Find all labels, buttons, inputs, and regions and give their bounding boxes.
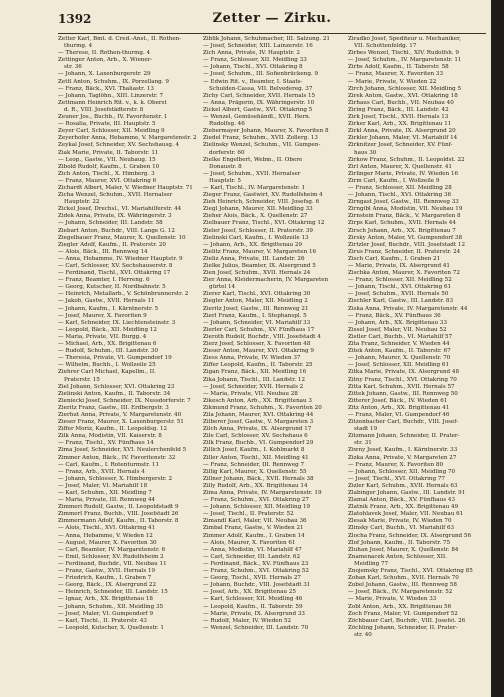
directory-entry: — Ignaz, Arb., XX. Brigittenau 18: [58, 596, 153, 603]
directory-entry: — Therese, II. Rothen-thurmg. 4: [58, 50, 151, 57]
directory-entry: Ziegelbauer Franz, Maurer, X. Quellenstr. 10: [58, 234, 186, 241]
directory-entry: Zima Josef, Schneider, XVI. Neulerchenfeld 5: [58, 447, 187, 454]
directory-entry: Zitek Anton, Kaufm., II. Taborstr. 67: [348, 348, 451, 355]
directory-entry: Zierler Carl, Schuhm., XV. Fünfhaus 17: [203, 326, 315, 333]
directory-entry: — Heinrich, Metallarb., V. Schönbrunnerstr. 2: [58, 291, 189, 298]
directory-entry: Zichardt Albert, Maler, V. Wiedner Hauptstr. 71: [58, 184, 193, 191]
directory-entry: — Franz, Beamter, I. Herreng. 6: [58, 277, 150, 284]
directory-entry: Zilch Anna, Private, IX. Alsergrund 17: [203, 426, 312, 433]
directory-entry: — Karl, Schuhm., XII. Meidling 7: [58, 490, 152, 496]
directory-entry: — Carl, Beamter, IV. Margaretenstr. 6: [58, 546, 166, 553]
directory-entry: — Maria, Private, VII. Neubau 28: [203, 390, 298, 397]
directory-entry: Zizler Karl, Schuhm., XVII. Hernals 63: [348, 482, 458, 489]
directory-entry: — Franz, Tischl., XV. Fünfhaus 14: [58, 440, 154, 447]
directory-entry: — Wilhelm, Buchh., I. Wollzeile 25: [58, 362, 156, 369]
directory-entry: Zizka Anna, Private, V. Margareten 27: [348, 454, 457, 461]
directory-entry: Zich Anna, Private, IV. Hauptstr. 2: [203, 50, 300, 57]
directory-entry: — Franz, Maurer, XVI. Ottakring 6: [58, 177, 157, 184]
directory-entry: Zitta Karl, Schuhm., XVII. Hernals 57: [348, 383, 455, 390]
directory-entry: — Alois, Tischl., XVI. Ottakring 41: [58, 525, 156, 532]
directory-entry: — Theresia, Private, VI. Gumpendorf 19: [58, 355, 172, 362]
directory-entry: — Franz, Maler, VI. Gumpendorf 46: [348, 411, 450, 418]
directory-entry: Zlof Johann, Kaufm., II. Taborstr. 75: [348, 539, 451, 546]
directory-entry: — Josef, Tischl., XVI. Ottakring 77: [348, 475, 445, 482]
directory-entry: Ziwny Josef, Kaufm., I. Kärntnerstr. 33: [348, 447, 458, 454]
header-rule: [58, 33, 486, 34]
directory-entry: Zieritz Josef, Gastw., III. Rennweg 21: [203, 305, 309, 312]
directory-entry: stadt 19: [354, 426, 378, 433]
directory-entry: Zettmann Heinrich Rit. v., k. k. Oberst: [58, 99, 167, 106]
directory-entry: — Leopold, Kutscher, X. Quellenstr. 1: [58, 624, 164, 631]
directory-entry: — Franz, Maurer, X. Favoriten 80: [348, 461, 444, 468]
directory-entry: Zillner Johann, Bäck., XVII. Hernals 38: [203, 475, 314, 482]
directory-entry: — Rudolf, Schuhm., III. Landstr. 30: [58, 348, 159, 355]
directory-entry: Ziedel Franz, Schuhm., XVII. Zollerg. 13: [203, 135, 318, 142]
directory-entry: — Michael, Arb., XX. Brigittenau 6: [58, 341, 157, 348]
directory-entry: — August, Maurer, X. Favoriten 30: [58, 539, 157, 546]
directory-entry: Zöchling Johann, Schneider, II. Prater-: [348, 624, 458, 631]
directory-entry: Zimbal Franz, Gastw., V. Wieden 21: [203, 525, 304, 532]
directory-entry: — Carl, Schneider, III. Landstr. 62: [203, 553, 301, 560]
directory-entry: — Johann, Schlosser, X. Himbergerstr. 2: [58, 475, 173, 482]
directory-entry: — Franz, Schneider, III. Rennweg 7: [203, 461, 305, 468]
directory-entry: Ziegler Adolf, Kaufm., II. Praterstr. 20: [58, 241, 166, 248]
directory-entry: — Josef, Schlosser, XII. Meidling 61: [348, 362, 450, 369]
directory-entry: — Franz, Schuhm., XVI. Ottakring 27: [203, 497, 309, 504]
directory-entry: — Ferdinand, Bäck., XV. Fünfhaus 23: [203, 560, 309, 567]
directory-entry: Hauptstr. 22: [64, 199, 100, 206]
directory-entry: — Josef, Schuhm., III. Sofienbrückeng. 9: [203, 71, 319, 78]
directory-entry: gürtel 14: [209, 284, 236, 291]
directory-entry: Zierhut Anna, Private, V. Margaretenstr. 40: [58, 411, 182, 418]
directory-entry: — Rosalia, Private, III. Hauptstr. 5: [58, 121, 156, 128]
directory-entry: Zirbs Adolf, Kaufm., II. Taborstr. 58: [348, 64, 449, 71]
directory-entry: Zitzenbacher Carl, Buchdr., VIII. Josef-: [348, 419, 459, 426]
directory-entry: Zeyer Carl, Schlosser, XII. Meidling 9: [58, 128, 165, 135]
directory-entry: Zitz Anton, Arb., XX. Brigittenau 41: [348, 404, 450, 411]
directory-entry: Zimmermann Adolf, Kaufm., II. Taborstr. 8: [58, 518, 179, 525]
directory-entry: — Rudolf, Maler, IV. Wieden 52: [203, 617, 292, 624]
directory-entry: Zielke Julius, Beamter, IX. Alsergrund 5: [203, 263, 316, 269]
directory-entry: Zickel Albert, Gastw., XVI. Ottakring 5: [203, 106, 313, 113]
directory-entry: Zich Anton, Tischl., X. Himberg. 3: [58, 170, 155, 177]
directory-entry: Zieroth Rudolf, Buchdr., VIII. Josefstadt 4: [203, 333, 321, 340]
directory-entry: — Wenzel, Schneider, III. Landstr. 70: [203, 624, 309, 631]
directory-entry: — Johann, Schlosser, XII. Meidling 19: [203, 504, 311, 511]
directory-entry: Zlesak Marie, Private, IV. Wieden 70: [348, 518, 452, 525]
directory-entry: — Josef, Maurer, X. Favoriten 9: [58, 312, 147, 319]
directory-entry: Ziebart Anton, Buchdr., VIII. Lange G. 12: [58, 227, 175, 234]
directory-entry: Ziebermayer Johann, Maurer, X. Favoriten 8: [203, 128, 329, 135]
directory-entry: Zirngast Josef, Gastw., III. Rennweg 33: [348, 199, 459, 206]
directory-entry: Zettinger Anton, Arb., X. Wiener-: [58, 57, 153, 64]
directory-entry: thurmg. 4: [64, 43, 93, 50]
directory-entry: Zitka Marie, Private, IX. Alsergrund 48: [348, 369, 460, 376]
directory-entry: — Johann, Schneider, VI. Mariahilf 33: [203, 319, 311, 326]
directory-entry: Zielke Engelbert, Webm., II. Obere: [203, 156, 303, 163]
directory-entry: Zlamal Anton, Bäck., XV. Fünfhaus 43: [348, 497, 455, 504]
directory-entry: Zirm Carl, Kaufm., I. Wollzeile 9: [348, 177, 440, 184]
directory-entry: — Johann, Kaufm., I. Kärntnerstr. 5: [58, 305, 159, 312]
directory-entry: — Karl, Schneider, IX. Liechtensteinstr. 3: [58, 319, 176, 326]
directory-entry: Zirk Josef, Tischl., XVII. Hernals 13: [348, 114, 449, 121]
directory-entry: — Josef, Maler, VI. Gumpendorf 9: [58, 610, 154, 617]
directory-entry: Ziel Johann, Schlosser, XVI. Ottakring 23: [58, 383, 175, 390]
directory-entry: Ziradko Josef, Spediteur u. Mechaniker,: [348, 36, 461, 42]
directory-entry: — Leop., Gastw., VII. Neubaug. 15: [58, 156, 156, 163]
directory-entry: — Johann, X. Laxenburgerstr. 29: [58, 71, 151, 78]
directory-entry: — Anna, Modistin, VI. Mariahilf 47: [203, 546, 302, 553]
directory-entry: — Johann, Taglöhn., XIII. Linzerstr. 7: [58, 92, 164, 99]
directory-entry: — Franz, Schlosser, XII. Meidling 33: [203, 57, 307, 64]
directory-entry: — Josef, Schuhm., IV. Margaretenstr. 11: [348, 57, 462, 64]
directory-entry: — Anna, Prägerin, IX. Währingerstr. 10: [203, 99, 315, 106]
directory-entry: Rudolfsg. 46: [209, 121, 245, 128]
directory-column-3: [348, 36, 487, 691]
directory-entry: Zidek Anna, Private, IX. Währingerstr. 3: [58, 213, 172, 220]
directory-entry: Zirtzler Josef, Buchdr., VIII. Josefstadt 12: [348, 241, 466, 248]
directory-entry: — Ferdinand, Tischl., XVI. Ottakring 17: [58, 270, 171, 277]
directory-entry: Zirch Johann, Schlosser, XII. Meidling 5: [348, 85, 462, 92]
directory-entry: — Edwin Rit. v., Beamter, I. Staats-: [203, 78, 303, 85]
directory-entry: — Josef, Schuhm., XVII. Hernalser: [203, 170, 301, 177]
directory-entry: Zirnstein Franz, Bäck., V. Margareten 8: [348, 213, 461, 220]
directory-entry: — Georg, Kutscher, II. Nordbahnstr. 5: [58, 284, 166, 291]
directory-entry: Zieniecki Josef, Schneider, IX. Nussdorferstr. 7: [58, 397, 191, 404]
directory-entry: Zilk Franz, Buchb., VI. Gumpendorf 29: [203, 440, 314, 447]
directory-entry: Zluhan Josef, Maurer, X. Quellenstr. 84: [348, 546, 459, 553]
directory-entry: Zischler Karl, Gastw., III. Landstr. 83: [348, 298, 454, 305]
directory-entry: Zeuner Jos., Buchb., IV. Favoritenstr. 1: [58, 114, 168, 121]
directory-entry: — Johann, Tischl., XVI. Ottakring 36: [348, 192, 452, 199]
directory-entry: Zicha Wenzel, Schuhm., XVII. Hernalser: [58, 192, 173, 199]
directory-entry: Ziller Anton, Tischl., XII. Meidling 41: [203, 454, 309, 461]
directory-entry: Zlocha Franz, Schneider, IX. Alsergrund 56: [348, 532, 472, 539]
directory-entry: Zieliz Anna, Private, III. Landstr. 26: [203, 255, 305, 262]
directory-entry: Zisch Carl, Kaufm., I. Graben 21: [348, 255, 441, 262]
directory-entry: Zieger Franz, Gastwirt, XV. Rudolfsheim 4: [203, 192, 323, 199]
directory-entry: Zile Carl, Schlosser, XV. Sechshaus 6: [203, 433, 308, 440]
directory-entry: Zistler Carl, Buchb., VI. Mariahilf 57: [348, 333, 453, 340]
directory-entry: Zirker Karl, Arb., XX. Brigittenau 11: [348, 121, 452, 128]
directory-entry: Zierer Karl, Tischl., XVI. Ottakring 30: [203, 291, 311, 298]
directory-entry: — Carl, Kaufm., I. Rotenturmstr. 11: [58, 461, 160, 468]
directory-entry: — Johann, Schuhm., XII. Meidling 35: [58, 603, 164, 610]
directory-entry: Zikmund Franz, Schuhm., X. Favoriten 20: [203, 404, 322, 411]
directory-entry: Zissel Josef, Maler, VII. Neubau 52: [348, 326, 447, 333]
directory-entry: Zirngibl Anna, Modistin, VII. Neubau 19: [348, 206, 463, 213]
directory-entry: — Leopold, Kaufm., II. Taborstr. 59: [203, 603, 303, 610]
directory-entry: str. 31: [354, 440, 372, 447]
directory-entry: Zielinski Carl, Kaufm., I. Wollzeile 13: [203, 234, 309, 241]
directory-entry: — Franz, Arb., XVII. Hernals 4: [58, 468, 145, 475]
directory-entry: Zirkler Johann, Maler, VI. Mariahilf 14: [348, 135, 458, 142]
directory-entry: str. 40: [354, 631, 372, 638]
directory-entry: Zimmer Adolf, Kaufm., I. Graben 14: [203, 532, 305, 539]
directory-entry: — Johann, Schlosser, XII. Meidling 70: [348, 468, 456, 475]
directory-entry: — Johann, Buchdr., VIII. Josefstadt 31: [203, 582, 311, 589]
directory-entry: — Carl, Schlosser, XV. Sechshauserstr. 8: [58, 263, 173, 269]
directory-entry: d. R., VIII. Josefstädterstr. 8: [64, 106, 144, 113]
directory-entry: Zilberer Josef, Gastw., V. Margareten 3: [203, 419, 314, 426]
directory-entry: — Emil, Schlosser, XV. Rudolfsheim 2: [58, 553, 164, 560]
directory-entry: Zielitz Franz, Maurer, V. Margareten 16: [203, 248, 317, 255]
directory-entry: Zilk Anna, Modistin, VII. Kaiserstr. 8: [58, 433, 162, 440]
directory-entry: Ziska Anna, Private, IV. Margaretenstr. 44: [348, 305, 468, 312]
directory-entry: Ziring Franz, Bäck., III. Landstr. 42: [348, 106, 449, 113]
directory-entry: Znamenacek Anton, Schlosser, XII.: [348, 553, 447, 560]
directory-entry: Zieser Franz, Maurer, X. Laxenburgerstr. 51: [58, 419, 184, 426]
directory-entry: — Ferdinand, Buchdr., VII. Neubau 11: [58, 560, 167, 567]
directory-entry: Ziffer Moriz, Kaufm., II. Leopoldsg. 12: [58, 426, 168, 433]
directory-entry: Zirlinger Marie, Private, IV. Wieden 16: [348, 170, 459, 177]
directory-entry: Zirkow Franz, Schuhm., II. Leopoldst. 22: [348, 156, 465, 163]
directory-entry: — Leopold, Bäck., XII. Meidling 12: [58, 326, 157, 333]
directory-entry: — Heinrich, Schneider, III. Landstr. 15: [58, 589, 168, 596]
directory-entry: Zlatnik Franz, Arb., XX. Brigittenau 49: [348, 504, 459, 511]
directory-entry: Zirknitzer Josef, Schneider, XV. Fünf-: [348, 142, 453, 149]
directory-entry: Zier Anna, Kleidermacherin, IV. Margareten: [203, 277, 329, 284]
directory-entry: Zirsky Anton, Maler, VI. Gumpendorf 38: [348, 234, 463, 241]
directory-entry: — Franz, Maurer, X. Favoriten 33: [348, 71, 444, 78]
directory-entry: — Johann, Tischl., XVI. Ottakring 8: [203, 64, 303, 71]
directory-entry: — Josef, Schuhm., XVII. Hernals 50: [348, 291, 449, 298]
directory-entry: Zitny Franz, Tischl., XVI. Ottakring 70: [348, 376, 457, 383]
directory-entry: Zien Josef, Schuhm., XVII. Hernals 24: [203, 270, 311, 277]
directory-entry: Zimmeri Rudolf, Gastw., II. Leopoldstadt 9: [58, 504, 179, 511]
directory-entry: — Josef, Arb., XX. Brigittenau 25: [203, 589, 296, 596]
directory-entry: — Friedrich, Kaufm., I. Graben 7: [58, 575, 152, 582]
directory-entry: Zieser Anton, Maurer, XVI. Ottakring 9: [203, 348, 314, 355]
directory-entry: str. 36: [64, 64, 82, 71]
directory-entry: Zlabinger Johann, Gastw., III. Landstr. 91: [348, 490, 466, 496]
directory-entry: — Georg, Bäck., IX. Alsergrund 22: [58, 582, 156, 589]
directory-entry: — Josef, Schneider, XIII. Lainzerstr. 16: [203, 43, 313, 50]
directory-entry: — Marie, Private, IX. Alsergrund 33: [203, 610, 305, 617]
directory-entry: Zieritz Franz, Gastw., III. Erdbergstr. 3: [58, 404, 169, 411]
directory-entry: Schulden-Cassa, VII. Belvedereg. 37: [209, 85, 313, 92]
directory-entry: — Marie, Private, IX. Alsergrund 41: [348, 263, 450, 269]
directory-entry: Ziehrer Carl Michael, Kapellm., II.: [58, 369, 156, 376]
directory-entry: Zigan Franz, Bäck., XII. Meidling 16: [203, 369, 307, 376]
directory-entry: — Johann, Tischl., XVI. Ottakring 61: [348, 284, 452, 291]
directory-entry: — Georg, Tischl., XVII. Hernals 27: [203, 575, 301, 582]
directory-entry: — Maria, Private, III. Rennweg 44: [58, 497, 156, 504]
directory-entry: — Josef, Schneider, XVII. Hernals 2: [203, 383, 304, 390]
directory-entry: — Johann, Arb., XX. Brigittenau 33: [348, 319, 448, 326]
directory-columns: [58, 36, 488, 691]
directory-entry: — Johann, Arb., XX. Brigittenau 29: [203, 241, 303, 248]
directory-entry: — Jakob, Gastw., XVII. Hernals 11: [58, 298, 155, 305]
directory-entry: — Josef, Maler, VI. Mariahilf 18: [58, 482, 148, 489]
directory-entry: Znojemsky Franz, Tischl., XVI. Ottakring 85: [348, 568, 473, 575]
directory-entry: Zirus Franz, Schneider, II. Praterstr. 24: [348, 248, 461, 255]
directory-entry: Zirbes Wenzel, Tischl., XIV. Rudolfsh. 9: [348, 50, 459, 57]
directory-entry: Zimmer Anton, Bäck., IV. Favoritenstr. 32: [58, 454, 176, 461]
directory-entry: — Karl, Schlosser, XII. Meidling 46: [203, 596, 303, 603]
directory-entry: Zobel Johann, Gastw., III. Rennweg 58: [348, 582, 457, 589]
directory-entry: Zichy Carl, Schneider, XVII. Hernals 15: [203, 92, 316, 99]
directory-entry: Zielinski Anton, Kaufm., II. Taborstr. 34: [58, 390, 171, 397]
directory-entry: Ziblik Johann, Schuhmacher, III. Salzung. 21: [203, 36, 330, 42]
page-number: 1392: [58, 12, 92, 26]
directory-entry: Zoban Karl, Schuhm., XVII. Hernals 70: [348, 575, 459, 582]
directory-entry: Ziegl Johann, Maurer, XII. Meidling 33: [203, 206, 313, 213]
directory-entry: Zickel Josef, Drechsl., VI. Mariahilferstr. 44: [58, 206, 182, 213]
directory-entry: Zirsch Johann, Arb., XX. Brigittenau 7: [348, 227, 456, 234]
directory-entry: Hauptstr. 5: [209, 177, 241, 184]
directory-entry: Zieler Josef, Schlosser, II. Praterstr. 39: [203, 227, 313, 234]
directory-entry: Zirkl Anna, Private, IX. Alsergrund 20: [348, 128, 456, 135]
directory-column-2: [203, 36, 342, 691]
directory-entry: — Franz, Schlosser, XII. Meidling 52: [348, 277, 452, 284]
directory-entry: — Karl, Tischl., IV. Margaretenstr. 1: [203, 184, 306, 191]
directory-entry: Zobl Anton, Arb., XX. Brigittenau 56: [348, 603, 452, 610]
directory-entry: Zlinsky Carl, Buchb., VI. Mariahilf 63: [348, 525, 455, 532]
directory-entry: — Johann, Schneider, III. Landstr. 58: [58, 220, 163, 227]
directory-entry: — Marie, Private, V. Wieden 33: [348, 596, 437, 603]
directory-entry: — Anna, Hebamme, IV. Wiedner Hauptstr. 9: [58, 255, 183, 262]
directory-entry: Zeyerhofer Anna, Hebamme, V. Margaretenstr. 2: [58, 135, 197, 142]
directory-entry: Zöchbauer Carl, Buchdr., VIII. Josefst. 26: [348, 617, 466, 624]
directory-entry: Ziess Anna, Private, IV. Wieden 37: [203, 355, 301, 362]
directory-entry: Meidling 77: [354, 560, 389, 567]
directory-entry: Zirps Karl, Schuhm., XVII. Hernals 44: [348, 220, 456, 227]
directory-entry: — Maria, Private, VII. Burgg. 4: [58, 333, 147, 340]
directory-entry: Zischka Anton, Maurer, X. Favoriten 72: [348, 270, 460, 277]
directory-entry: — Franz, Schuhm., XVI. Ottakring 52: [203, 568, 309, 575]
directory-entry: VII. Schottenfeldg. 17: [354, 43, 417, 50]
directory-entry: — Franz, Bäck., XVI. Thaliastr. 13: [58, 85, 154, 92]
directory-entry: Zika Johann, Tischl., III. Landstr. 12: [203, 376, 306, 383]
directory-entry: Zila Johann, Maurer, XVI. Ottakring 44: [203, 411, 314, 418]
directory-entry: Zierz Josef, Schlosser, X. Favoriten 48: [203, 341, 311, 348]
directory-entry: Zittek Johann, Gastw., III. Rennweg 50: [348, 390, 458, 397]
directory-entry: haus 30: [354, 149, 377, 156]
directory-entry: — Johann, Maurer, X. Quellenstr. 70: [348, 355, 451, 362]
directory-entry: Zlatohlavek Josef, Maler, VII. Neubau 61: [348, 511, 464, 518]
directory-entry: Zitterer Josef, Bäck., IV. Wieden 61: [348, 397, 448, 404]
directory-entry: Zielinsky Wenzel, Schuhm., VII. Gumpen-: [203, 142, 321, 149]
directory-entry: Zieh Heinrich, Schneider, VIII. Josefsg. 6: [203, 199, 320, 206]
directory-entry: — Wenzel, Gemüsehändl., XVII. Hern.: [203, 114, 311, 121]
binding-gutter: [491, 0, 504, 697]
page-title: Zetter — Zirku.: [212, 11, 332, 26]
directory-entry: Zielbauer Franz, Tischl., XVI. Ottakring 12: [203, 220, 325, 227]
directory-entry: Ziegler Anton, Maler, XII. Meidling 2: [203, 298, 308, 305]
directory-entry: — Josef, Bäck., IV. Margaretenstr. 52: [348, 589, 453, 596]
directory-entry: — Alois, Bäck., III. Rennweg 14: [58, 248, 148, 255]
directory-entry: — Marie, Private, V. Wieden 22: [348, 78, 437, 85]
directory-entry: Zitzmann Johann, Schneider, II. Prater-: [348, 433, 460, 440]
directory-entry: Zetter Karl, Bmt. d. Cred.-Anst., II. Rothen-: [58, 36, 182, 42]
directory-entry: Zilly Rudolf, Arb., XX. Brigittenau 14: [203, 482, 308, 489]
directory-entry: Zikesch Anton, Arb., XX. Brigittenau 3: [203, 397, 312, 404]
directory-entry: Zima Anna, Private, IV. Margaretenstr. 19: [203, 490, 322, 496]
directory-entry: Zettl Anton, Schuhm., IX. Porzellang. 9: [58, 78, 169, 85]
directory-entry: Zimandl Karl, Maler, VII. Neubau 36: [203, 518, 307, 525]
directory-entry: Zillich Josef, Kaufm., I. Kohlmarkt 8: [203, 447, 305, 454]
directory-entry: Zeykal Josef, Schneider, XV. Sechshausg. 4: [58, 142, 180, 149]
directory-entry: — Franz, Gastw., XVII. Hernals 19: [58, 568, 156, 575]
directory-entry: Ziffer Leopold, Kaufm., II. Taborstr. 25: [203, 362, 313, 369]
directory-entry: — Franz, Schlosser, XII. Meidling 28: [348, 184, 452, 191]
directory-entry: — Franz, Bäck., XV. Fünfhaus 36: [348, 312, 441, 319]
directory-entry: Zierl Franz, Kaufm., I. Stephanspl. 5: [203, 312, 307, 319]
directory-entry: Zibold Rudolf, Kaufm., I. Graben 10: [58, 163, 160, 170]
directory-entry: Zirl Anton, Maurer, X. Quellenstr. 41: [348, 163, 452, 170]
directory-entry: Zoch Franz, Maler, VI. Gumpendorf 52: [348, 610, 458, 617]
directory-entry: — Karl, Tischl., II. Praterstr. 43: [58, 617, 147, 624]
directory-entry: — Josef, Tischl., II. Praterstr. 52: [203, 511, 294, 518]
directory-entry: Zita Franz, Schneider, V. Wieden 44: [348, 341, 450, 348]
directory-entry: Zieher Alois, Bäck., X. Quellenstr. 27: [203, 213, 308, 220]
directory-entry: — Alois, Maurer, X. Favoriten 61: [203, 539, 296, 546]
directory-entry: Ziak Marie, Private, II. Taborstr. 11: [58, 149, 159, 156]
directory-entry: Zirhaus Carl, Buchb., VII. Neubau 40: [348, 99, 454, 106]
directory-entry: Zillig Karl, Maurer, X. Quellenstr. 55: [203, 468, 307, 475]
directory-entry: Zirek Anton, Gastw., XVI. Ottakring 18: [348, 92, 458, 99]
directory-entry: Zimmerl Franz, Buchb., VIII. Josefstadt 26: [58, 511, 179, 518]
directory-entry: — Anna, Hebamme, V. Wieden 12: [58, 532, 153, 539]
directory-entry: Donaustr. 8: [209, 163, 242, 170]
directory-entry: Praterstr. 15: [64, 376, 100, 383]
directory-column-1: [58, 36, 197, 691]
running-header: [58, 12, 486, 30]
directory-entry: dorferstr. 60: [209, 149, 245, 156]
